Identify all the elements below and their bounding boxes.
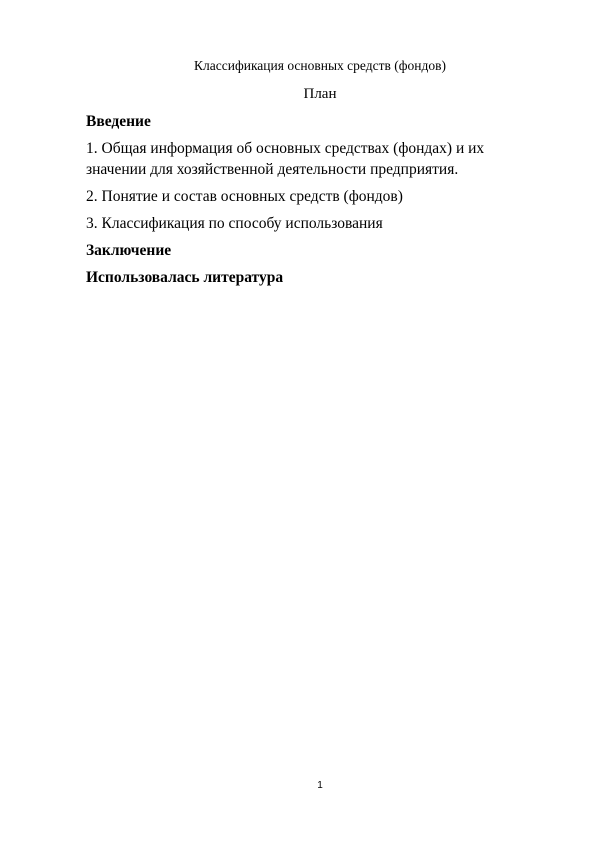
plan-item-concept-composition: 2. Понятие и состав основных средств (фондов) — [86, 188, 403, 205]
document-title: Классификация основных средств (фондов) — [194, 58, 446, 73]
plan-item-conclusion: Заключение — [86, 242, 172, 259]
plan-item-introduction: Введение — [86, 113, 151, 130]
plan-list — [86, 111, 516, 294]
plan-heading: План — [303, 86, 337, 102]
plan-item-classification: 3. Классификация по способу использования — [86, 215, 383, 232]
plan-item-general-information: 1. Общая информация об основных средствах (фондах) и их значении для хозяйственной деятельности предприятия. — [86, 140, 485, 178]
plan-item-literature: Использовалась литература — [86, 269, 284, 286]
page-number: 1 — [317, 780, 323, 791]
